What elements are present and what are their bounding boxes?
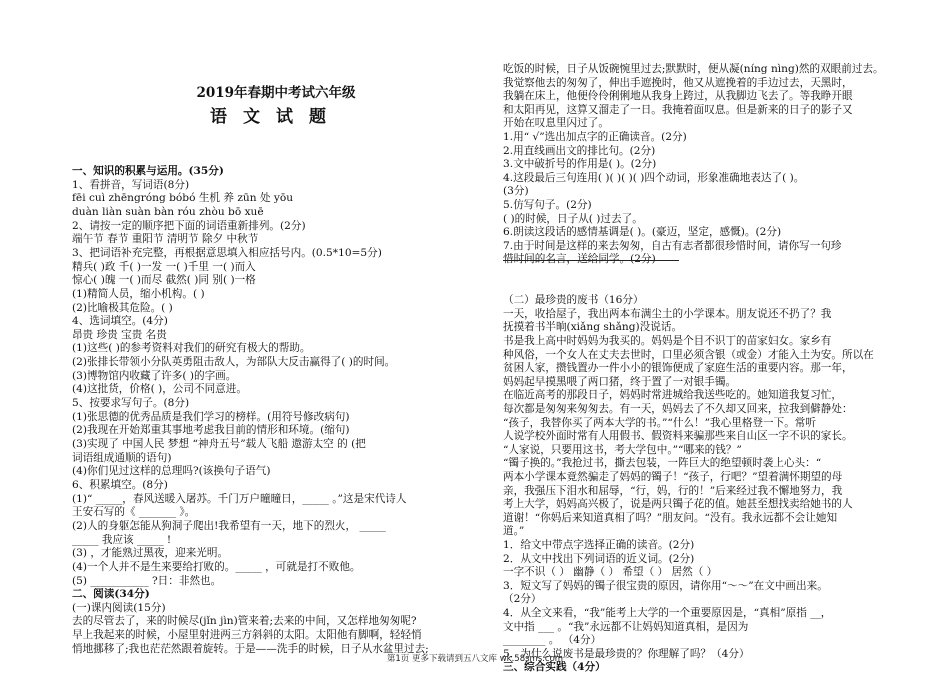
text-line: _____ 我应该 _____ !: [72, 533, 172, 546]
text-line: (5) ___________ ?日：非然也。: [72, 574, 222, 587]
text-line: (3)博物馆内收藏了许多( )的字画。: [72, 369, 237, 382]
text-line: (2)比喻极其危险。( ): [72, 301, 173, 314]
text-line: 贫困人家，攒钱置办一件小小的银饰便成了家庭生活的重要内容。那一年，: [503, 362, 853, 375]
text-line: (一)课内阅读(15分): [72, 601, 166, 614]
text-line: 早上我起来的时候，小屋里射进两三方斜斜的太阳。太阳他有脚啊，轻轻悄: [72, 629, 422, 642]
text-line: 人说学校外面时常有人用假书、假资料来骗那些来自山区一字不识的家长。: [503, 430, 853, 443]
text-line: 书是我上高中时妈妈为我买的。妈妈是个目不识丁的苗家妇女。家乡有: [503, 335, 832, 347]
text-line: 昂贵 珍贵 宝贵 名贵: [72, 328, 167, 341]
text-line: 一天，收拾屋子，我出两本布满尘土的小学课本。朋友说还不扔了？我: [503, 307, 832, 320]
text-line: 道。”: [503, 525, 525, 538]
text-line: (1)“ _____，春风送暖入屠苏。千门万户曈曈日，_____ 。”这是宋代诗人: [72, 492, 407, 505]
subject-title: 语文试题: [210, 107, 342, 127]
text-line: 3、把词语补充完整，再根据意思填入相应括号内。(0.5*10=5分): [72, 246, 382, 259]
text-line: 考上大学，妈妈高兴极了，说是两只镯子花的值。她甚至想找卖给她书的人: [503, 498, 853, 511]
text-line: 3.文中破折号的作用是( )。(2分): [503, 158, 657, 171]
text-line: 1、看拼音，写词语(8分): [72, 178, 190, 191]
text-line: (4)一个人并不是生来要给打败的。_____ ，可就是打不败他。: [72, 560, 361, 573]
text-line: (3)实现了 中国人民 梦想 “神舟五号”载人飞船 遨游太空 的 (把: [72, 438, 366, 450]
text-line: 6.朗读这段话的感情基调是( )。(豪迈，坚定，感慨)。(2分): [503, 226, 782, 239]
text-line: 二、阅读(34分): [72, 588, 150, 601]
text-line: 两本小学课本竟然骗走了妈妈的镯子！“孩子，行吧？”望着满怀期望的母: [503, 471, 843, 483]
text-line: 2.用直线画出文的排比句。(2分): [503, 144, 656, 157]
text-line: “镯子换的。”我抢过书，撕去包装，一阵巨大的绝望顿时袭上心头：“: [503, 457, 822, 470]
text-line: (2)我现在开始郑重其事地考虑我目前的情形和环境。(缩句): [72, 424, 350, 437]
text-line: 一字不识（ ） 幽静（ ） 希望（ ） 居然（ ）: [503, 566, 718, 579]
text-line: 每次都是匆匆来匆匆去。有一天，妈妈去了不久却又回来，拉我到僻静处：: [503, 403, 853, 415]
text-line: 惊心( )魄 一( )而尽 截然( )同 别( )一格: [72, 274, 256, 287]
text-line: 1．给文中带点字选择正确的读音。(2分): [503, 539, 695, 551]
text-line: 2、请按一定的顺序把下面的词语重新排列。(2分): [72, 219, 306, 232]
text-line: 种风俗，一个女人在丈夫去世时，口里必须含银（或金）才能入土为安。所以在: [503, 348, 874, 361]
text-line: “孩子，我替你买了两本大学的书。”“什么！”我心里格登一下。常听: [503, 416, 816, 429]
text-line: duàn liàn suàn bàn róu zhòu bō xuē: [72, 205, 264, 218]
text-line: (4)你们见过这样的总理吗?(该换句子语气): [72, 465, 271, 478]
text-line: 文中指 ___ 。“我”永远都不让妈妈知道真相，是因为: [503, 620, 749, 633]
text-line: 2．从文中找出下列词语的近义词。(2分): [503, 552, 695, 565]
text-line: 5、按要求写句子。(8分): [72, 397, 190, 410]
text-line: 王安石写的《 _______ 》。: [72, 506, 196, 519]
text-line: 妈妈起早摸黑喂了两口猪，终于置了一对银手镯。: [503, 375, 737, 388]
text-line: (3分): [503, 185, 529, 198]
text-line: 1.用“ √”选出加点字的正确读音。(2分): [503, 131, 687, 143]
text-line: 我觉察他去的匆匆了，伸出手遮挽时，他又从遮挽着的手边过去，天黑时，: [503, 76, 853, 89]
text-line: 6、积累填空。(8分): [72, 478, 168, 491]
text-line: 7.由于时间是这样的来去匆匆，自古有志者都很珍惜时间，请你写一句珍: [503, 239, 842, 252]
text-line: ________ 。 （4分）: [503, 634, 602, 647]
text-line: 道谢！“你妈后来知道真相了吗？”朋友问。“没有。我永远都不会让她知: [503, 511, 838, 524]
text-line: (1)张思德的优秀品质是我们学习的榜样。(用符号修改病句): [72, 410, 350, 423]
text-line: 吃饭的时候，日子从饭碗惋里过去;默默时，便从凝(níng nìng)然的双眼前过去。: [503, 63, 884, 75]
text-line: （2分）: [503, 593, 542, 606]
text-line: 在临近高考的那段日子，妈妈时常进城给我送些吃的。她知道我复习忙，: [503, 389, 842, 402]
text-line: 4.这段最后三句连用( )( )( )( )四个动词，形象准确地表达了( )。: [503, 171, 805, 184]
text-line: 词语组成通顺的语句): [72, 451, 172, 464]
text-line: 精兵( )政 千( )一发 一( )千里 一( )而入: [72, 260, 256, 273]
text-line: 和太阳再见，这算又溜走了一日。我掩着面叹息。但是新来的日子的影子又: [503, 103, 853, 116]
text-line: 三、综合实践（4分）: [503, 661, 606, 674]
section-divider: [503, 260, 679, 261]
text-line: ( )的时候，日子从( )过去了。: [503, 212, 643, 225]
text-line: 一、知识的积累与运用。(35分): [72, 165, 224, 177]
text-line: 4、选词填空。(4分): [72, 315, 168, 328]
text-line: 抚摸着书半晌(xiǎng shǎng)没说话。: [503, 321, 683, 334]
text-line: 3．短文写了妈妈的镯子很宝贵的原因，请你用“～～”在文中画出来。: [503, 579, 828, 592]
text-line: (2)人的身躯怎能从狗洞子爬出!我希望有一天，地下的烈火， _____: [72, 519, 386, 532]
text-line: (4)这批货，价格( )，公司不同意进。: [72, 383, 247, 396]
text-line: (3) ，才能熟过黑夜，迎来光明。: [72, 547, 229, 560]
text-line: (2)张排长带领小分队英勇阻击敌人，为部队大反击赢得了( )的时间。: [72, 356, 396, 369]
text-line: “人家说，只要用这书，考大学包中。”“哪来的钱？”: [503, 443, 742, 456]
text-line: （二）最珍贵的废书（16分）: [503, 294, 644, 307]
page-footer: 第1页 更多下载请到五八文库 wk.58sms.com: [386, 654, 564, 664]
text-line: 端午节 春节 重阳节 清明节 除夕 中秋节: [72, 233, 259, 246]
text-line: fēi cuì zhēngróng bóbó 生机 养 zūn 处 yōu: [72, 192, 294, 205]
text-line: 悄地挪移了;我也茫茫然跟着旋转。于是——洗手的时候，日子从水盆里过去;: [72, 642, 429, 655]
text-line: 4．从全文来看，“我”能考上大学的一个重要原因是，“真相”原指 __，: [503, 607, 832, 619]
text-line: 开始在叹息里闪过了。: [503, 117, 609, 130]
text-line: 去的尽管去了，来的时候尽(jǐn jìn)管来着;去来的中间，又怎样地匆匆呢?: [72, 615, 417, 628]
text-line: 惜时间的名言，送给同学。(2分): [503, 253, 656, 266]
text-line: 亲，我强压下泪水和屈辱，“行，妈，行的！”后来经过我不懈地努力，我: [503, 484, 843, 497]
text-line: 我躺在床上，他便伶伶俐俐地从我身上跨过，从我脚边飞去了。等我睁开眼: [503, 90, 853, 103]
text-line: 5.仿写句子。(2分): [503, 199, 592, 211]
text-line: (1)精简人员，缩小机构。( ): [72, 287, 205, 300]
text-line: (1)这些( )的参考资料对我们的研究有极大的帮助。: [72, 342, 311, 355]
exam-title: 2019年春期中考试六年级: [196, 85, 356, 101]
text-line: 5．为什么说废书是最珍贵的？你理解了吗？（4分）: [503, 647, 750, 660]
